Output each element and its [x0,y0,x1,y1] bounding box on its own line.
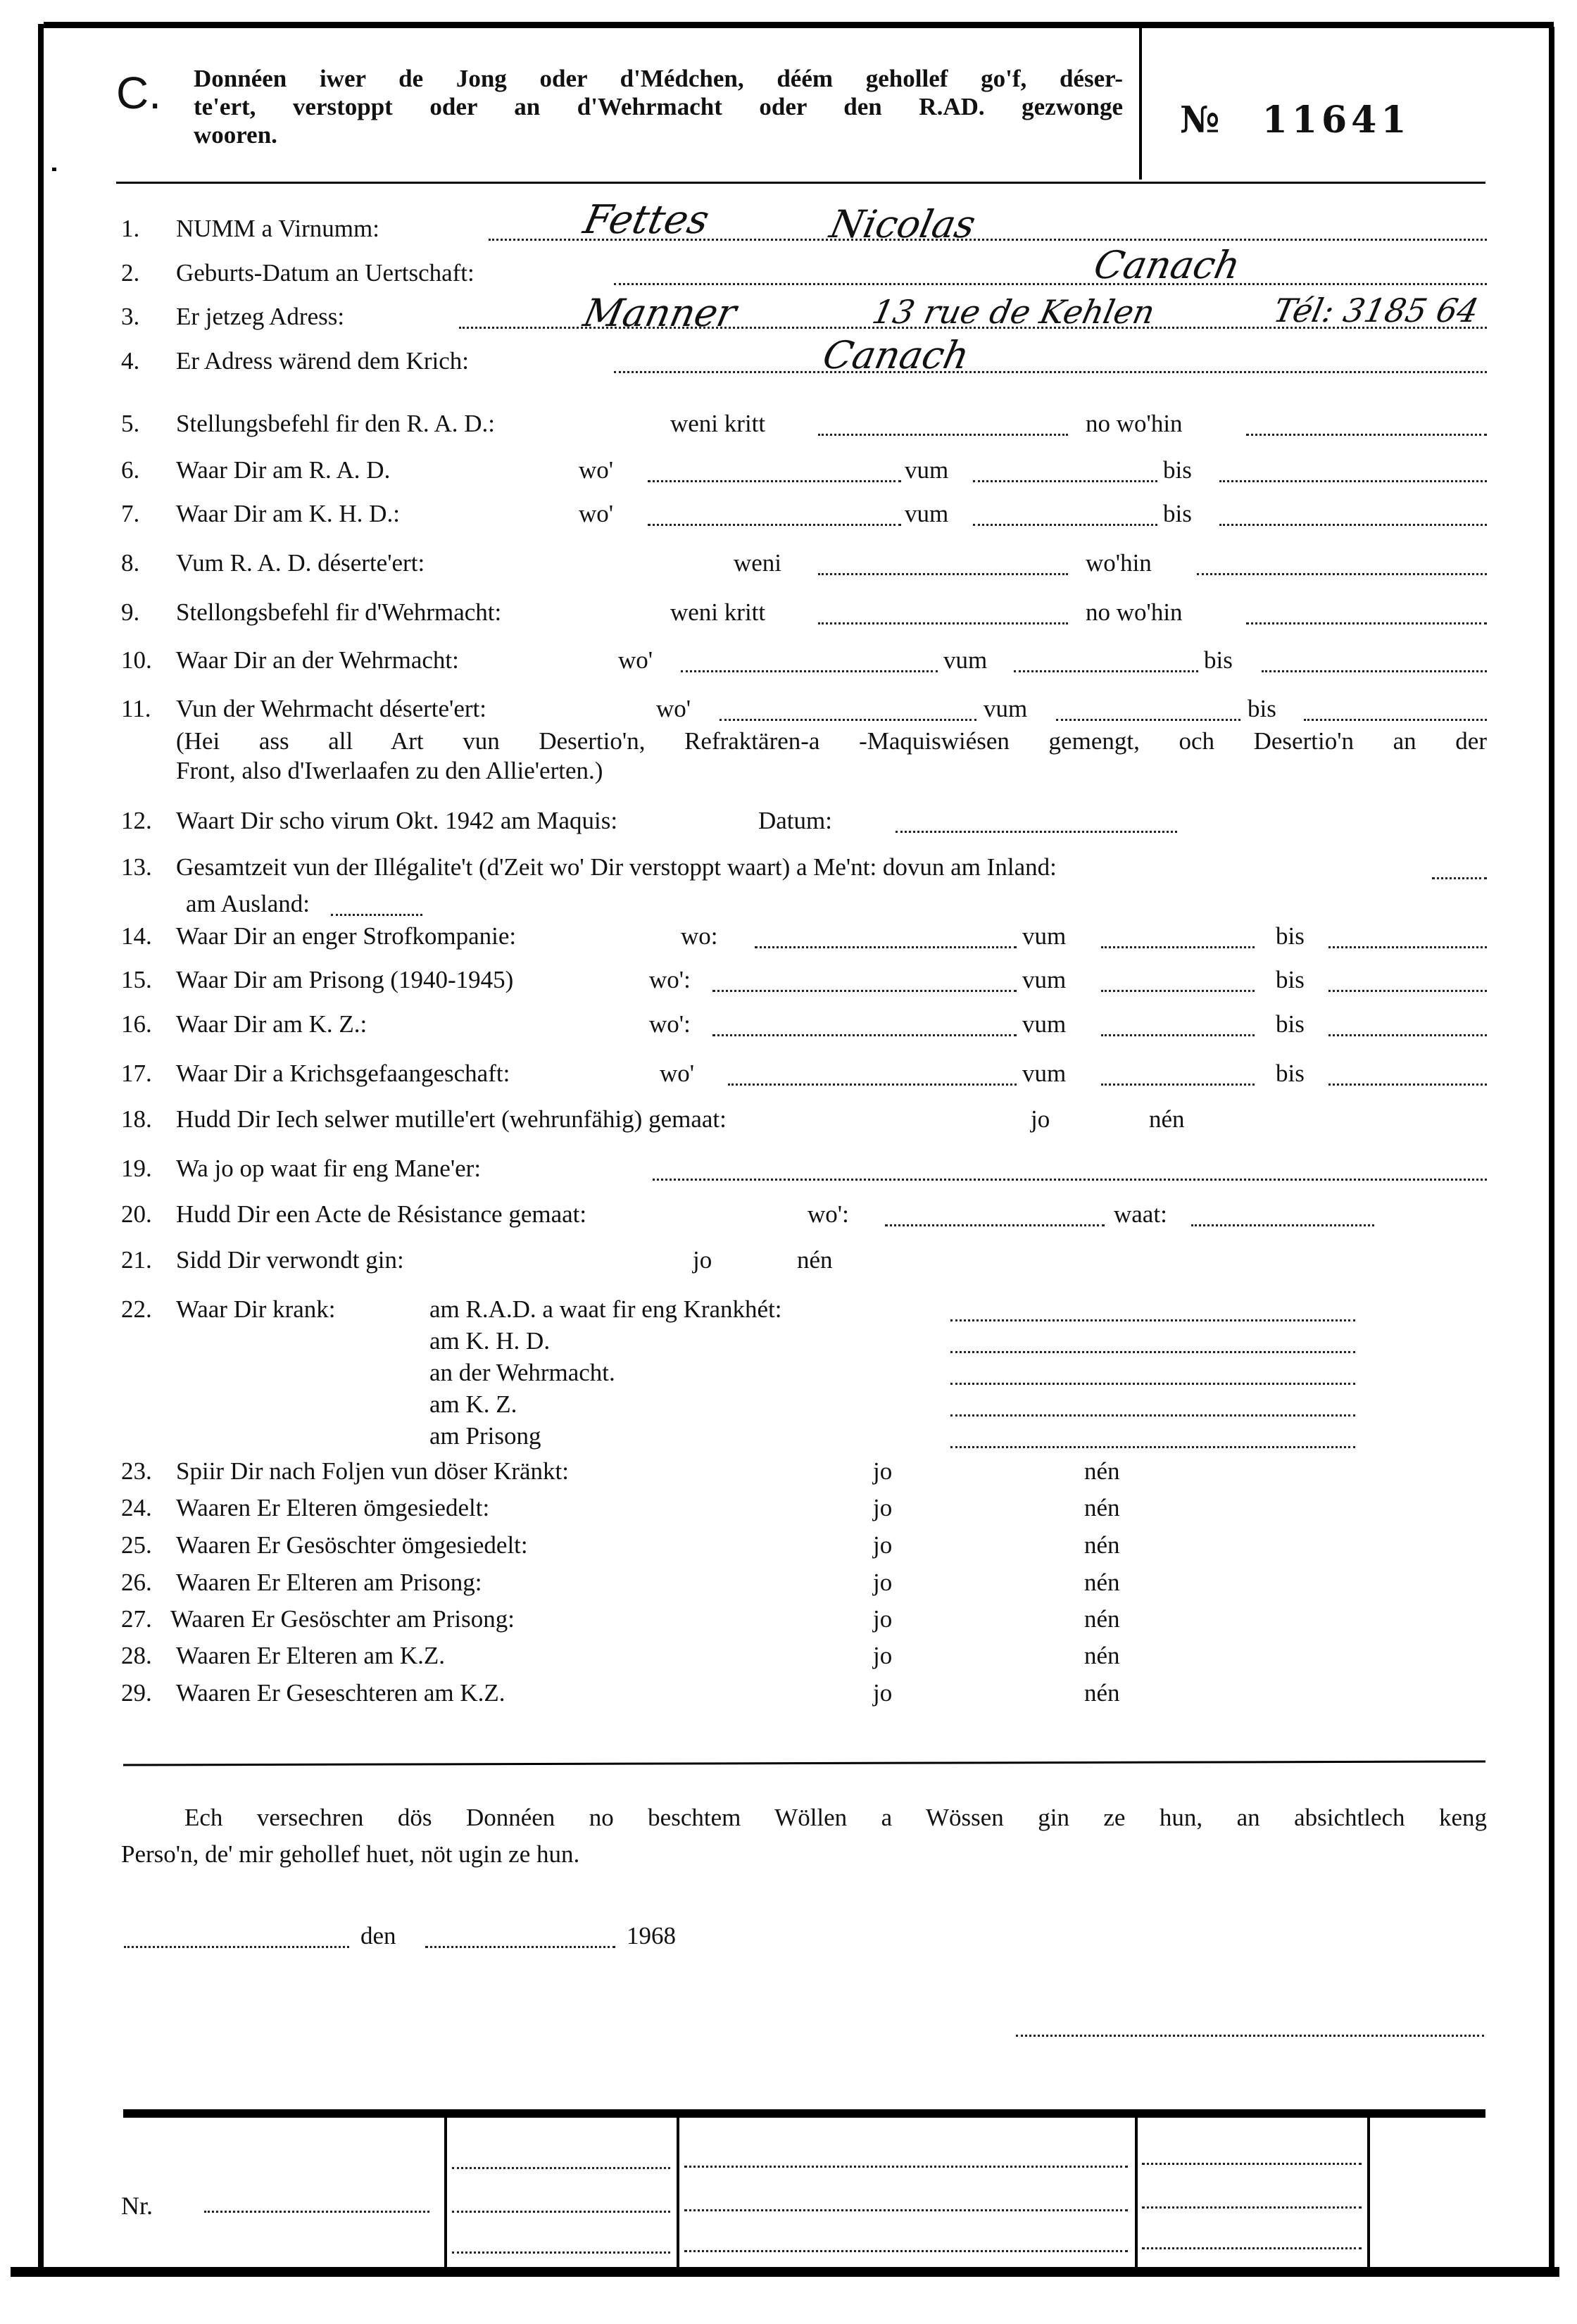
option-no[interactable]: nén [1084,1642,1120,1669]
item-11-note [176,727,1487,786]
item-28 [121,1640,1487,1671]
footer-cell-field[interactable] [452,2251,670,2254]
mutilation-manner-field[interactable] [653,1179,1487,1181]
sub-label: an der Wehrmacht. [429,1359,615,1386]
rad-order-date-field[interactable] [818,434,1068,436]
item-label: Waaren Er Elteren am Prisong: [176,1569,482,1596]
illness-khd-field[interactable] [950,1351,1355,1353]
item-number: 26. [121,1569,152,1596]
rad-from-field[interactable] [973,480,1157,482]
declaration-line [121,1799,1487,1836]
item-number: 1. [121,215,140,242]
illness-kz-field[interactable] [950,1414,1355,1417]
illegality-abroad-field[interactable] [331,914,422,916]
handwritten-address-tel: Tél: 3185 64 [1270,291,1483,329]
kz-where-field[interactable] [712,1034,1017,1036]
item-4 [121,346,1487,377]
illness-wehrmacht-field[interactable] [950,1383,1355,1385]
item-number: 11. [121,695,151,722]
item-22-kz [121,1389,1487,1420]
wehrmacht-from-field[interactable] [1014,670,1198,672]
footer-cell-field[interactable] [684,2209,1128,2211]
rad-to-field[interactable] [1219,480,1487,482]
field-label: wo' [579,456,614,484]
field-label: weni [734,549,782,577]
sub-label: am K. H. D. [429,1327,551,1355]
item-number: 14. [121,922,152,950]
item-16 [121,1009,1487,1040]
item-20 [121,1199,1487,1230]
item-number: 23. [121,1457,152,1485]
item-number: 5. [121,410,140,437]
frame-bottom-border [11,2267,1559,2277]
birth-field[interactable] [614,283,1487,285]
option-no[interactable]: nén [797,1246,833,1274]
place-date-line [121,1921,1487,1952]
option-yes[interactable]: jo [873,1494,893,1521]
item-number: 6. [121,456,140,484]
item-label: Hudd Dir een Acte de Résistance gemaat: [176,1200,587,1228]
declaration-line: Perso'n, de' mir gehollef huet, nöt ugin ze hun. [121,1840,580,1868]
item-number: 18. [121,1105,152,1133]
declaration-line-text: Ech versechren dös Donnéen no beschtem Wöllen a Wössen gin ze hun, an absichtlech keng [184,1804,1487,1831]
field-label: bis [1276,1010,1305,1038]
footer-cell-field[interactable] [452,2211,670,2213]
sub-label: am K. Z. [429,1390,517,1418]
declaration-text [121,1799,1487,1873]
field-label: no wo'hin [1086,410,1183,437]
item-23 [121,1456,1487,1487]
wehrmacht-where-field[interactable] [681,670,938,672]
item-9 [121,597,1487,628]
khd-from-field[interactable] [973,524,1157,526]
wehrmacht-desertion-from-field[interactable] [1056,719,1240,721]
field-label: vum [1022,1060,1067,1087]
item-label: Waar Dir an enger Strofkompanie: [176,922,517,950]
item-8 [121,548,1487,579]
field-label: wo'hin [1086,549,1152,577]
handwritten-address-town: Manner [579,291,741,335]
item-17 [121,1058,1487,1089]
item-label: Waar Dir a Krichsgefaangeschaft: [176,1060,510,1087]
footer-col-divider [677,2118,679,2267]
item-15 [121,965,1487,995]
field-label: wo: [681,922,718,950]
item-11 [121,693,1487,724]
footer-table-top [123,2109,1485,2118]
item-label: Er Adress wärend dem Krich: [176,347,469,375]
item-label: Waar Dir an der Wehrmacht: [176,646,459,674]
handwritten-address-street: 13 rue de Kehlen [869,293,1159,331]
item-10 [121,645,1487,676]
field-label: weni kritt [670,598,766,626]
section-letter: C. [116,68,161,118]
item-2 [121,258,1487,289]
handwritten-birthplace: Canach [1090,243,1245,287]
item-6 [121,455,1487,486]
item-label: Hudd Dir Iech selwer mutille'ert (wehrunfähig) gemaat: [176,1105,727,1133]
field-label: Datum: [758,807,832,834]
item-5 [121,408,1487,439]
item-number: 25. [121,1531,152,1559]
number-sign: № [1180,99,1224,142]
item-number: 12. [121,807,152,834]
maquis-date-field[interactable] [896,831,1177,833]
pow-to-field[interactable] [1328,1084,1487,1086]
item-21 [121,1245,1487,1276]
option-no[interactable]: nén [1084,1569,1120,1596]
option-yes[interactable]: jo [873,1457,893,1485]
footer-cell-field[interactable] [1142,2247,1362,2249]
item-29 [121,1678,1487,1709]
option-yes[interactable]: jo [873,1679,893,1707]
item-1 [121,213,1487,244]
item-number: 24. [121,1494,152,1521]
footer-col-divider [444,2118,447,2267]
item-26 [121,1567,1487,1598]
field-label: vum [1022,1010,1067,1038]
header-rule [116,182,1485,184]
illness-prison-field[interactable] [950,1446,1355,1448]
nr-field[interactable] [204,2211,429,2213]
frame-top-border [44,22,1554,28]
item-number: 2. [121,259,140,287]
item-number: 29. [121,1679,152,1707]
footer-cell-field[interactable] [1142,2163,1362,2165]
pow-where-field[interactable] [728,1084,1017,1086]
field-label: wo': [649,966,691,993]
sub-label: am R.A.D. a waat fir eng Krankhét: [429,1295,782,1323]
footer-cell-field[interactable] [1142,2206,1362,2209]
option-no[interactable]: nén [1084,1494,1120,1521]
illness-rad-field[interactable] [950,1319,1355,1321]
field-label: vum [943,646,988,674]
handwritten-surname: Fettes [579,197,713,243]
field-label: wo': [649,1010,691,1038]
field-label: bis [1248,695,1276,722]
rad-desertion-date-field[interactable] [818,573,1068,575]
form-title [194,65,1123,149]
field-label: bis [1276,1060,1305,1087]
item-label: Waaren Er Gesöschter ömgesiedelt: [176,1531,528,1559]
field-label: bis [1163,456,1192,484]
item-25 [121,1530,1487,1561]
khd-to-field[interactable] [1219,524,1487,526]
item-number: 4. [121,347,140,375]
penal-company-to-field[interactable] [1328,946,1487,948]
frame-left-border [38,24,44,2277]
item-7 [121,498,1487,529]
option-no[interactable]: nén [1084,1679,1120,1707]
field-label: bis [1276,966,1305,993]
prison-to-field[interactable] [1328,990,1487,992]
item-label: Wa jo op waat fir eng Mane'er: [176,1155,482,1182]
prison-where-field[interactable] [712,990,1017,992]
penal-company-from-field[interactable] [1101,946,1255,948]
nr-label: Nr. [121,2192,153,2220]
item-24 [121,1493,1487,1524]
den-label: den [360,1922,396,1949]
header-divider [1139,28,1142,180]
date-field[interactable] [425,1946,615,1948]
khd-where-field[interactable] [648,524,901,526]
item-19 [121,1153,1487,1184]
item-number: 20. [121,1200,152,1228]
item-number: 7. [121,500,140,527]
resistance-what-field[interactable] [1191,1224,1374,1226]
item-label: Vum R. A. D. déserte'ert: [176,549,425,577]
handwritten-first-name: Nicolas [826,202,980,246]
item-22-prisong [121,1421,1487,1452]
item-label: Stellungsbefehl fir den R. A. D.: [176,410,496,437]
margin-dot [52,168,56,171]
item-number: 10. [121,646,152,674]
field-label: wo' [618,646,653,674]
signature-field[interactable] [1016,2035,1484,2037]
wehrmacht-desertion-to-field[interactable] [1304,719,1487,721]
item-label: Geburts-Datum an Uertschaft: [176,259,475,287]
option-no[interactable]: nén [1149,1105,1185,1133]
item-label: Waart Dir scho virum Okt. 1942 am Maquis: [176,807,618,834]
place-field[interactable] [124,1946,349,1948]
item-label: Sidd Dir verwondt gin: [176,1246,404,1274]
note-line: (Hei ass all Art vun Desertio'n, Refraktären-a -Maquiswiésen gemengt, och Desertio'n an der [176,727,1487,755]
field-label: wo' [579,500,614,527]
item-number: 28. [121,1642,152,1669]
footer-cell-field[interactable] [452,2167,670,2169]
option-yes[interactable]: jo [693,1246,712,1274]
item-13 [121,852,1487,883]
item-number: 8. [121,549,140,577]
item-number: 15. [121,966,152,993]
form-title-line: te'ert, verstoppt oder an d'Wehrmacht oder den R.AD. gezwonge [194,93,1123,120]
wehrmacht-order-place-field[interactable] [1246,622,1487,624]
item-number: 16. [121,1010,152,1038]
prison-from-field[interactable] [1101,990,1255,992]
item-label: Waar Dir krank: [176,1295,336,1323]
footer-col-divider [1135,2118,1138,2267]
footer-cell-field[interactable] [684,2250,1128,2252]
item-number: 27. [121,1605,152,1633]
field-label: vum [905,456,949,484]
pow-from-field[interactable] [1101,1084,1255,1086]
item-number: 17. [121,1060,152,1087]
field-label: bis [1276,922,1305,950]
item-label: NUMM a Virnumm: [176,215,379,242]
item-number: 3. [121,303,140,330]
item-label: Waaren Er Elteren ömgesiedelt: [176,1494,490,1521]
footer-cell-field[interactable] [684,2166,1128,2168]
form-number-box [1180,99,1411,142]
rad-where-field[interactable] [648,480,901,482]
item-label: Waaren Er Gesöschter am Prisong: [170,1605,515,1633]
field-label: wo': [808,1200,849,1228]
item-label: Waar Dir am K. Z.: [176,1010,367,1038]
footer-col-divider [1367,2118,1370,2267]
item-label: am Ausland: [186,890,310,917]
item-14 [121,921,1487,952]
option-no[interactable]: nén [1084,1531,1120,1559]
declaration-rule [123,1760,1485,1766]
item-number: 13. [121,853,152,881]
form-title-line: wooren. [194,121,277,149]
item-18 [121,1104,1487,1135]
penal-company-where-field[interactable] [755,946,1017,948]
year-label: 1968 [627,1922,676,1949]
rad-order-place-field[interactable] [1246,434,1487,436]
wehrmacht-desertion-where-field[interactable] [720,719,976,721]
item-label: Spiir Dir nach Foljen vun döser Kränkt: [176,1457,569,1485]
option-yes[interactable]: jo [873,1605,893,1633]
form-number: 11641 [1262,99,1411,142]
option-yes[interactable]: jo [873,1569,893,1596]
item-22-wehrmacht [121,1357,1487,1388]
item-number: 22. [121,1295,152,1323]
item-label: Vun der Wehrmacht déserte'ert: [176,695,486,722]
item-12 [121,805,1487,836]
field-label: no wo'hin [1086,598,1183,626]
field-label: bis [1163,500,1192,527]
handwritten-wartime-address: Canach [819,333,974,377]
wehrmacht-order-date-field[interactable] [818,622,1068,624]
field-label: vum [905,500,949,527]
rad-desertion-place-field[interactable] [1197,573,1487,575]
item-22-khd [121,1326,1487,1357]
item-label: Er jetzeg Adress: [176,303,345,330]
item-label: Waar Dir am R. A. D. [176,456,391,484]
item-label: Waar Dir am Prisong (1940-1945) [176,966,514,993]
item-27 [121,1604,1487,1635]
field-label: wo' [656,695,691,722]
wehrmacht-to-field[interactable] [1262,670,1487,672]
option-yes[interactable]: jo [1031,1105,1050,1133]
item-label: Waaren Er Geseschteren am K.Z. [176,1679,505,1707]
option-no[interactable]: nén [1084,1605,1120,1633]
option-no[interactable]: nén [1084,1457,1120,1485]
resistance-where-field[interactable] [885,1224,1105,1226]
item-label: Gesamtzeit vun der Illégalite't (d'Zeit wo' Dir verstoppt waart) a Me'nt: dovun am Inland: [176,853,1057,881]
field-label: weni kritt [670,410,766,437]
item-number: 9. [121,598,140,626]
form-title-line: Donnéen iwer de Jong oder d'Médchen, déém gehollef go'f, déser- [194,65,1123,92]
field-label: waat: [1114,1200,1167,1228]
frame-right-border [1549,27,1554,2269]
item-label: Waar Dir am K. H. D.: [176,500,400,527]
kz-to-field[interactable] [1328,1034,1487,1036]
field-label: bis [1204,646,1233,674]
illegality-inland-field[interactable] [1432,877,1487,879]
field-label: vum [1022,922,1067,950]
item-13-abroad [121,888,1487,919]
note-line: Front, also d'Iwerlaafen zu den Allie'erten.) [176,757,603,784]
option-yes[interactable]: jo [873,1642,893,1669]
sub-label: am Prisong [429,1422,541,1450]
field-label: wo' [660,1060,695,1087]
kz-from-field[interactable] [1101,1034,1255,1036]
item-number: 21. [121,1246,152,1274]
wartime-address-field[interactable] [614,371,1487,373]
item-22 [121,1294,1487,1325]
item-label: Stellongsbefehl fir d'Wehrmacht: [176,598,502,626]
field-label: vum [1022,966,1067,993]
option-yes[interactable]: jo [873,1531,893,1559]
item-number: 19. [121,1155,152,1182]
field-label: vum [984,695,1028,722]
item-label: Waaren Er Elteren am K.Z. [176,1642,445,1669]
